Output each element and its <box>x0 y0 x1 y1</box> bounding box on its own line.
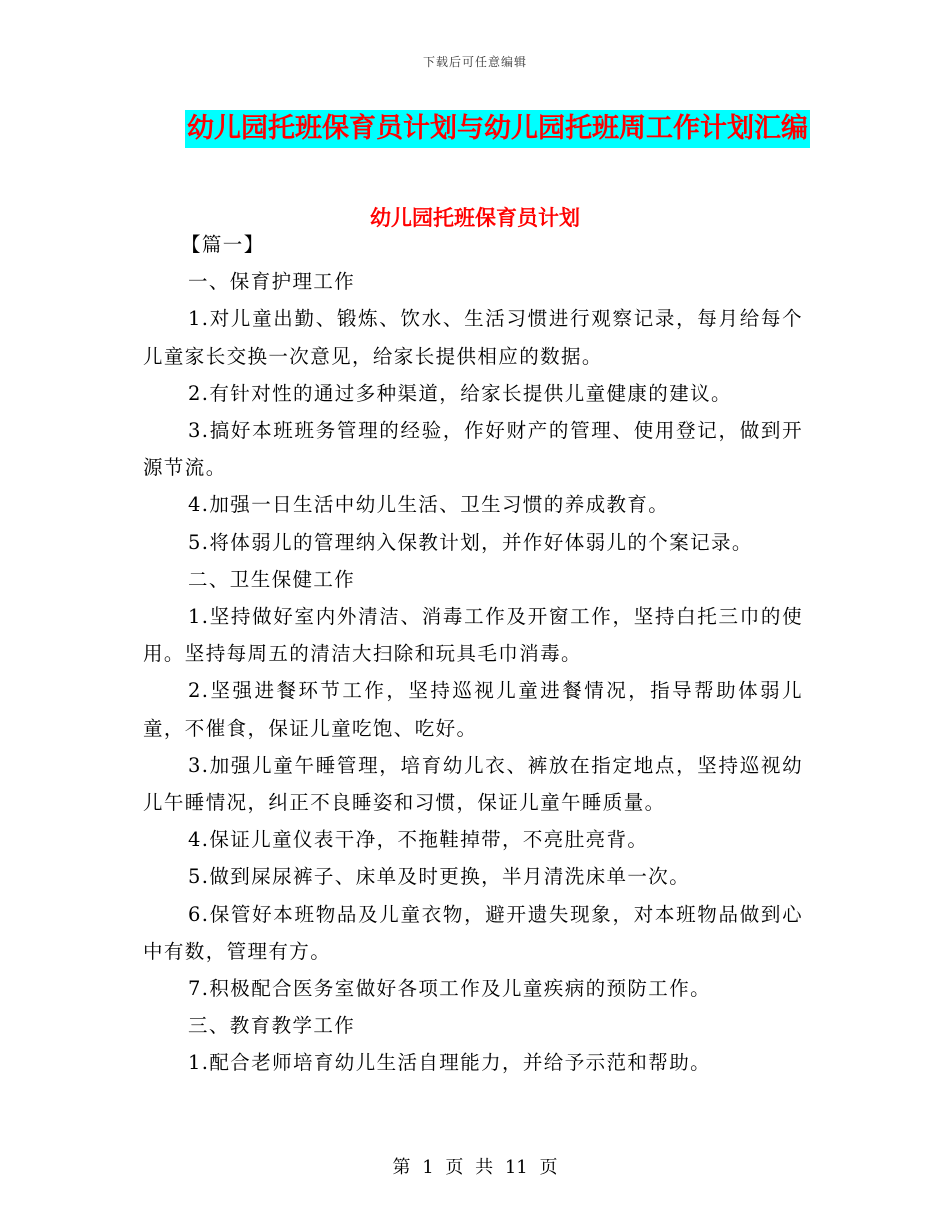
body-paragraph: 1.坚持做好室内外清洁、消毒工作及开窗工作，坚持白托三巾的使用。坚持每周五的清洁大扫除和玩具毛巾消毒。 <box>143 605 803 666</box>
body-paragraph: 3.搞好本班班务管理的经验，作好财产的管理、使用登记，做到开源节流。 <box>143 419 803 480</box>
body-paragraph: 4.保证儿童仪表干净，不拖鞋掉带，不亮肚亮背。 <box>188 828 649 852</box>
body-paragraph: 2.坚强进餐环节工作，坚持巡视儿童进餐情况，指导帮助体弱儿童，不催食，保证儿童吃饱、吃好。 <box>143 679 803 740</box>
body-paragraph: 3.加强儿童午睡管理，培育幼儿衣、裤放在指定地点，坚持巡视幼儿午睡情况，纠正不良睡姿和习惯，保证儿童午睡质量。 <box>143 753 803 815</box>
section-heading: 三、教育教学工作 <box>188 1014 356 1038</box>
chapter-marker: 【篇一】 <box>181 233 265 256</box>
body-paragraph: 1.配合老师培育幼儿生活自理能力，并给予示范和帮助。 <box>188 1051 712 1075</box>
body-paragraph: 4.加强一日生活中幼儿生活、卫生习惯的养成教育。 <box>188 493 670 517</box>
body-paragraph: 6.保管好本班物品及儿童衣物，避开遗失现象，对本班物品做到心中有数，管理有方。 <box>143 902 803 963</box>
page-footer: 第 1 页 共 11 页 <box>392 1157 558 1178</box>
section-heading: 一、保育护理工作 <box>188 270 356 294</box>
section-heading: 二、卫生保健工作 <box>188 567 356 591</box>
body-paragraph: 2.有针对性的通过多种渠道，给家长提供儿童健康的建议。 <box>188 381 732 405</box>
main-title-container <box>0 110 950 148</box>
body-paragraph: 7.积极配合医务室做好各项工作及儿童疾病的预防工作。 <box>188 977 712 1001</box>
document-body <box>143 226 803 1082</box>
header-note: 下载后可任意编辑 <box>422 55 527 69</box>
body-paragraph: 1.对儿童出勤、锻炼、饮水、生活习惯进行观察记录，每月给每个儿童家长交换一次意见，给家长提供相应的数据。 <box>143 307 803 368</box>
document-main-title: 幼儿园托班保育员计划与幼儿园托班周工作计划汇编 <box>185 110 810 148</box>
section-title: 幼儿园托班保育员计划 <box>370 206 580 230</box>
body-paragraph: 5.将体弱儿的管理纳入保教计划，并作好体弱儿的个案记录。 <box>188 530 753 554</box>
body-paragraph: 5.做到屎尿裤子、床单及时更换，半月清洗床单一次。 <box>188 865 691 889</box>
